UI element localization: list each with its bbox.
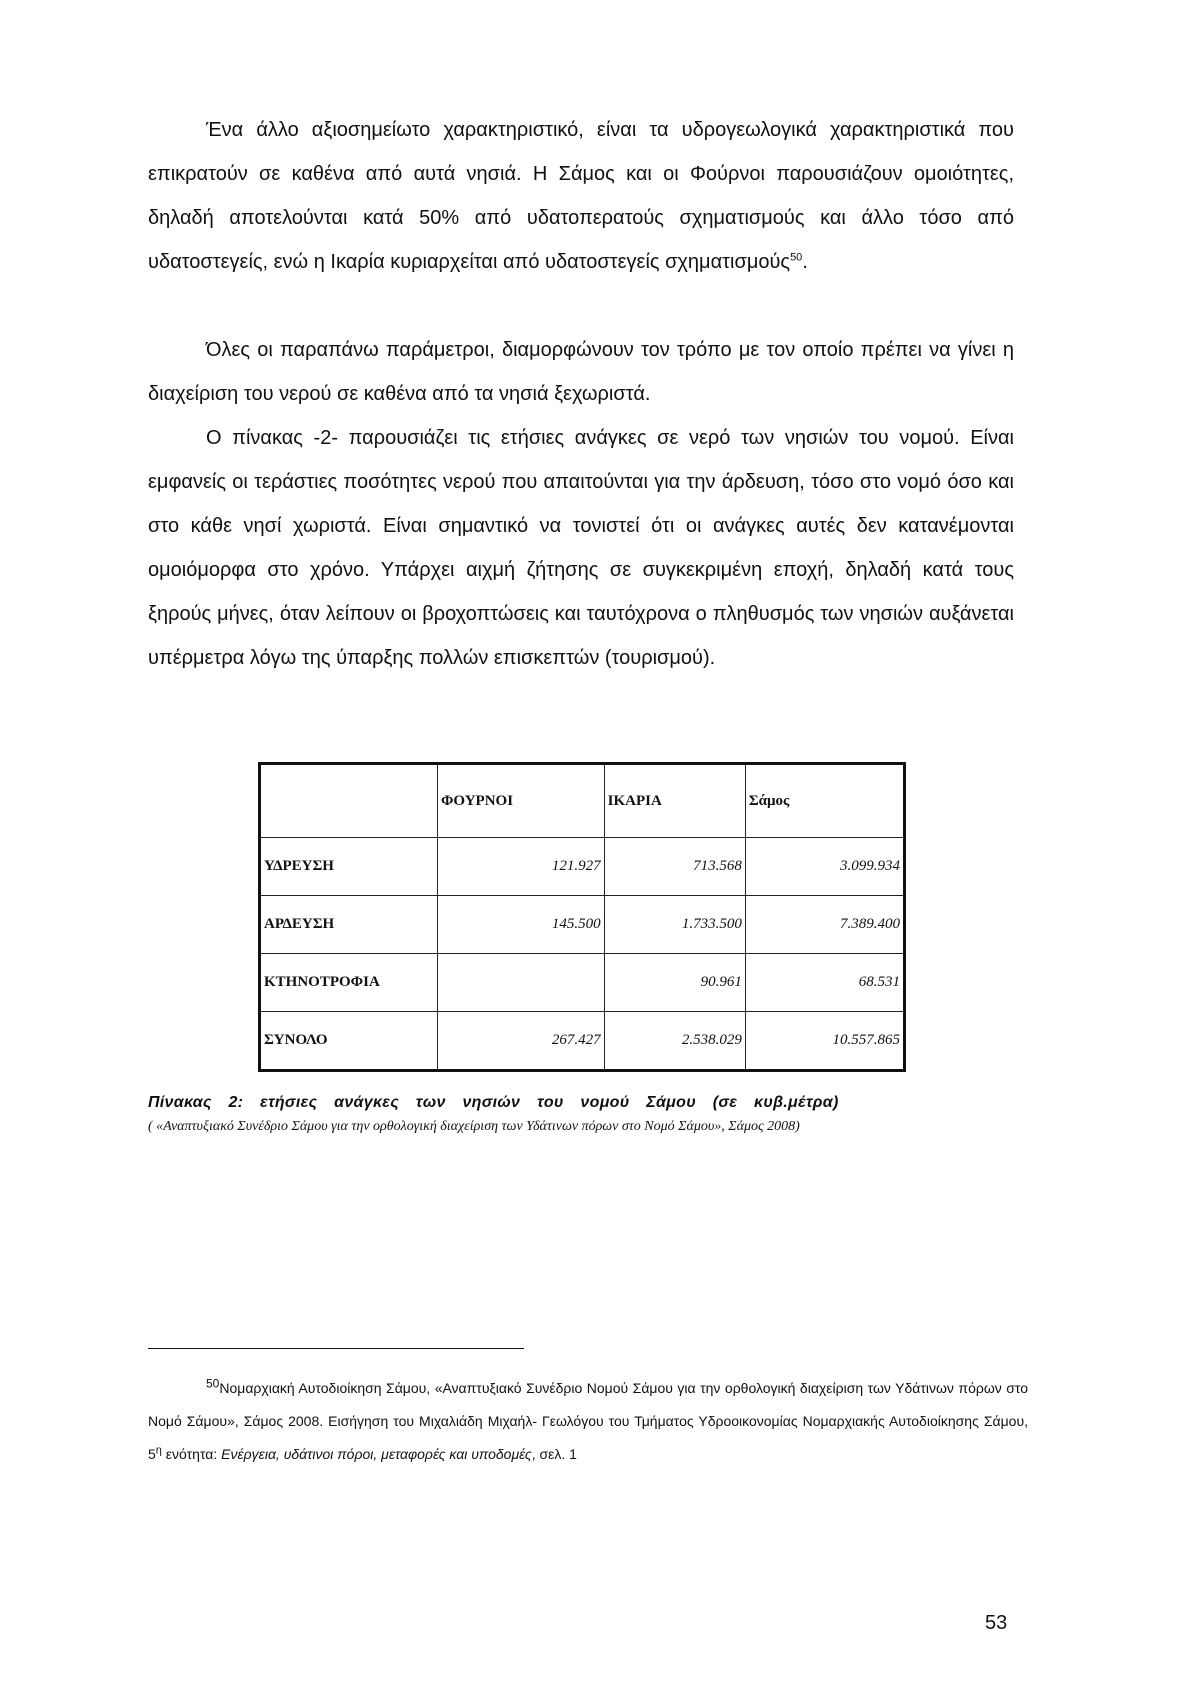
footnote-superscript: η [155, 1444, 162, 1457]
table-cell: 3.099.934 [745, 838, 904, 896]
row-label: ΣΥΝΟΛΟ [260, 1012, 438, 1071]
table-header-row [260, 764, 905, 838]
table-cell: 1.733.500 [604, 896, 745, 954]
table-row [260, 1012, 905, 1071]
footnote-end: , σελ. 1 [531, 1446, 577, 1462]
table-row [260, 838, 905, 896]
body-paragraph-management [148, 328, 1014, 416]
table-cell [438, 954, 605, 1012]
table-cell: 145.500 [438, 896, 605, 954]
footnote-separator [148, 1348, 524, 1349]
paragraph-text: Ένα άλλο αξιοσημείωτο χαρακτηριστικό, είναι τα υδρογεωλογικά χαρακτηριστικά που επικρατούν σε καθένα από αυτά νησιά. Η Σάμος και οι Φούρνοι παρουσιάζουν ομοιότητες, δηλαδή αποτελούνται κατά 50% από υδατοπερατούς σχηματισμούς και άλλο τόσο από υδατοστεγείς, ενώ η Ικαρία κυριαρχείται από υδατοστεγείς σχηματισμούς [148, 119, 1014, 273]
column-header-ikaria: ΙΚΑΡΙΑ [604, 764, 745, 838]
table-source: ( «Αναπτυξιακό Συνέδριο Σάμου για την ορθολογική διαχείριση των Υδάτινων πόρων στο Νομό Σάμου», Σάμος 2008) [148, 1119, 800, 1134]
footnote-reference: 50 [790, 251, 803, 264]
column-header-fournoi: ΦΟΥΡΝΟΙ [438, 764, 605, 838]
table-cell: 267.427 [438, 1012, 605, 1071]
paragraph-end: . [802, 251, 808, 273]
table-cell: 2.538.029 [604, 1012, 745, 1071]
row-label: ΥΔΡΕΥΣΗ [260, 838, 438, 896]
body-paragraph-table-intro [148, 416, 1014, 680]
footnote-mark: 50 [206, 1376, 220, 1391]
table-cell: 713.568 [604, 838, 745, 896]
page-number: 53 [985, 1612, 1008, 1634]
water-needs-table [258, 762, 906, 1072]
table-cell: 90.961 [604, 954, 745, 1012]
table-cell: 7.389.400 [745, 896, 904, 954]
paragraph-text: Ο πίνακας -2- παρουσιάζει τις ετήσιες ανάγκες σε νερό των νησιών του νομού. Είναι εμφανείς οι τεράστιες ποσότητες νερού που απαιτούνται για την άρδευση, τόσο στο νομό όσο και στο κάθε νησί χωριστά. Είναι σημαντικό να τονιστεί ότι οι ανάγκες αυτές δεν κατανέμονται ομοιόμορφα στο χρόνο. Υπάρχει αιχμή ζήτησης σε συγκεκριμένη εποχή, δηλαδή κατά τους ξηρούς μήνες, όταν λείπουν οι βροχοπτώσεις και ταυτόχρονα ο πληθυσμός των νησιών αυξάνεται υπέρμετρα λόγω της ύπαρξης πολλών επισκεπτών (τουρισμού). [148, 427, 1014, 669]
table-cell: 121.927 [438, 838, 605, 896]
table-row [260, 896, 905, 954]
table-cell: 10.557.865 [745, 1012, 904, 1071]
row-label: ΑΡΔΕΥΣΗ [260, 896, 438, 954]
footnote [148, 1372, 1028, 1471]
table-caption: Πίνακας 2: ετήσιες ανάγκες των νησιών του νομού Σάμου (σε κυβ.μέτρα) [148, 1094, 839, 1111]
footnote-text: Νομαρχιακή Αυτοδιοίκηση Σάμου, «Αναπτυξιακό Συνέδριο Νομού Σάμου για την ορθολογική διαχείριση των Υδάτινων πόρων στο Νομό Σάμου», Σάμος 2008. Εισήγηση του Μιχαλιάδη Μιχαήλ- Γεωλόγου του Τμήματος Υδροοικονομίας Νομαρχιακής Αυτοδιοίκησης Σάμου, 5 [148, 1380, 1028, 1462]
footnote-italic-title: Ενέργεια, υδάτινοι πόροι, μεταφορές και υποδομές [221, 1446, 532, 1462]
table-cell: 68.531 [745, 954, 904, 1012]
row-label: ΚΤΗΝΟΤΡΟΦΙΑ [260, 954, 438, 1012]
paragraph-text: Όλες οι παραπάνω παράμετροι, διαμορφώνουν τον τρόπο με τον οποίο πρέπει να γίνει η διαχείριση του νερού σε καθένα από τα νησιά ξεχωριστά. [148, 339, 1014, 405]
body-paragraph-hydrogeology [148, 108, 1014, 284]
table-row [260, 954, 905, 1012]
table-corner-cell [260, 764, 438, 838]
footnote-text-continued: ενότητα: [161, 1446, 222, 1462]
column-header-samos: Σάμος [745, 764, 904, 838]
